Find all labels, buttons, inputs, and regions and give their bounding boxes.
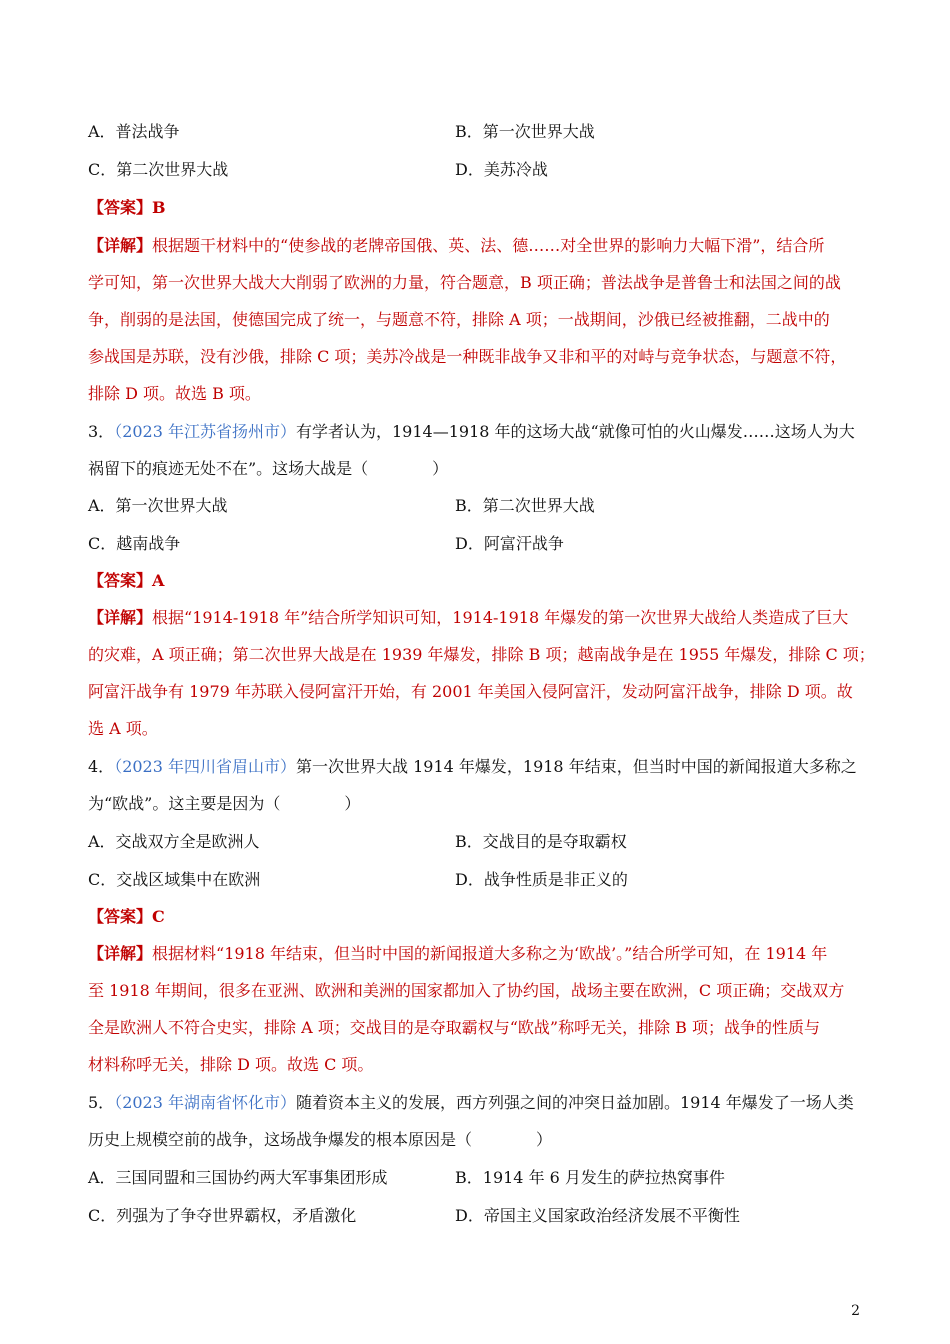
q2-detail-line-2: 学可知，第一次世界大战大大削弱了欧洲的力量，符合题意，B 项正确；普法战争是普鲁士和法国之间的战 [88,273,841,292]
q4-option-a[interactable]: A．交战双方全是欧洲人 [88,832,260,851]
q3-option-b[interactable]: B．第二次世界大战 [455,496,595,515]
q4-detail-line-1 [88,944,862,964]
q4-detail-line-3: 全是欧洲人不符合史实，排除 A 项；交战目的是夺取霸权与“欧战”称呼无关，排除 B 项；战争的性质与 [88,1018,821,1037]
q3-detail-line-3: 阿富汗战争有 1979 年苏联入侵阿富汗开始，有 2001 年美国入侵阿富汗，发动阿富汗战争，排除 D 项。故 [88,682,853,701]
question-source: （2023 年江苏省扬州市） [114,422,296,441]
q2-detail-line-3: 争，削弱的是法国，使德国完成了统一，与题意不符，排除 A 项；一战期间，沙俄已经被推翻，二战中的 [88,310,830,329]
q2-option-b[interactable]: B．第一次世界大战 [455,122,595,141]
q5-option-a[interactable]: A．三国同盟和三国协约两大军事集团形成 [88,1168,388,1187]
answer-value: B [152,198,166,217]
answer-value: A [152,571,165,590]
q4-detail-line-2: 至 1918 年期间，很多在亚洲、欧洲和美洲的国家都加入了协约国，战场主要在欧洲，C 项正确；交战双方 [88,981,845,1000]
detail-label: 【详解】 [88,608,153,627]
q2-detail-line-1 [88,236,862,256]
question-stem: 第一次世界大战 1914 年爆发，1918 年结束，但当时中国的新闻报道大多称之 [296,757,857,776]
detail-label: 【详解】 [88,944,153,963]
q3-detail-line-2: 的灾难，A 项正确；第二次世界大战是在 1939 年爆发，排除 B 项；越南战争是在 1955 年爆发，排除 C 项； [88,645,875,664]
q5-option-b[interactable]: B．1914 年 6 月发生的萨拉热窝事件 [455,1168,725,1187]
q3-detail-line-1 [88,608,862,628]
q5-option-c[interactable]: C．列强为了争夺世界霸权，矛盾激化 [88,1206,357,1225]
question-stem: 有学者认为，1914—1918 年的这场大战“就像可怕的火山爆发……这场人为大 [296,422,855,441]
q2-answer [88,198,862,218]
q2-detail-line-5: 排除 D 项。故选 B 项。 [88,384,261,403]
q4-answer [88,907,862,927]
q5-stem-line-1 [88,1093,862,1113]
answer-label: 【答案】 [88,907,153,926]
question-stem: 随着资本主义的发展，西方列强之间的冲突日益加剧。1914 年爆发了一场人类 [296,1093,854,1112]
q2-option-d[interactable]: D．美苏冷战 [455,160,548,179]
question-source: （2023 年湖南省怀化市） [114,1093,296,1112]
answer-label: 【答案】 [88,571,153,590]
question-number: 4． [88,757,115,776]
answer-value: C [152,907,165,926]
question-number: 3． [88,422,115,441]
q4-stem-line-1 [88,757,862,777]
q4-detail-line-4: 材料称呼无关，排除 D 项。故选 C 项。 [88,1055,374,1074]
q5-stem-line-2: 历史上规模空前的战争，这场战争爆发的根本原因是（ ） [88,1130,553,1149]
question-source: （2023 年四川省眉山市） [114,757,296,776]
q4-stem-line-2: 为“欧战”。这主要是因为（ ） [88,794,361,813]
q3-stem-line-1 [88,422,862,442]
answer-label: 【答案】 [88,198,153,217]
question-number: 5． [88,1093,115,1112]
q3-answer [88,571,862,591]
q2-option-c[interactable]: C．第二次世界大战 [88,160,229,179]
q2-option-a[interactable]: A．普法战争 [88,122,180,141]
page-number: 2 [851,1303,860,1319]
q3-detail-line-4: 选 A 项。 [88,719,158,738]
q4-option-b[interactable]: B．交战目的是夺取霸权 [455,832,627,851]
q3-option-c[interactable]: C．越南战争 [88,534,181,553]
q4-option-c[interactable]: C．交战区域集中在欧洲 [88,870,261,889]
q3-option-d[interactable]: D．阿富汗战争 [455,534,564,553]
detail-text: 根据“1914-1918 年”结合所学知识可知，1914-1918 年爆发的第一次世界大战给人类造成了巨大 [152,608,849,627]
detail-text: 根据材料“1918 年结束，但当时中国的新闻报道大多称之为‘欧战’。”结合所学可知，在 1914 年 [152,944,828,963]
q4-option-d[interactable]: D．战争性质是非正义的 [455,870,628,889]
q5-option-d[interactable]: D．帝国主义国家政治经济发展不平衡性 [455,1206,740,1225]
q2-detail-line-4: 参战国是苏联，没有沙俄，排除 C 项；美苏冷战是一种既非战争又非和平的对峙与竞争状态，与题意不符， [88,347,847,366]
detail-label: 【详解】 [88,236,153,255]
q3-option-a[interactable]: A．第一次世界大战 [88,496,228,515]
q3-stem-line-2: 祸留下的痕迹无处不在”。这场大战是（ ） [88,459,449,478]
detail-text: 根据题干材料中的“使参战的老牌帝国俄、英、法、德……对全世界的影响力大幅下滑”，结合所 [152,236,825,255]
